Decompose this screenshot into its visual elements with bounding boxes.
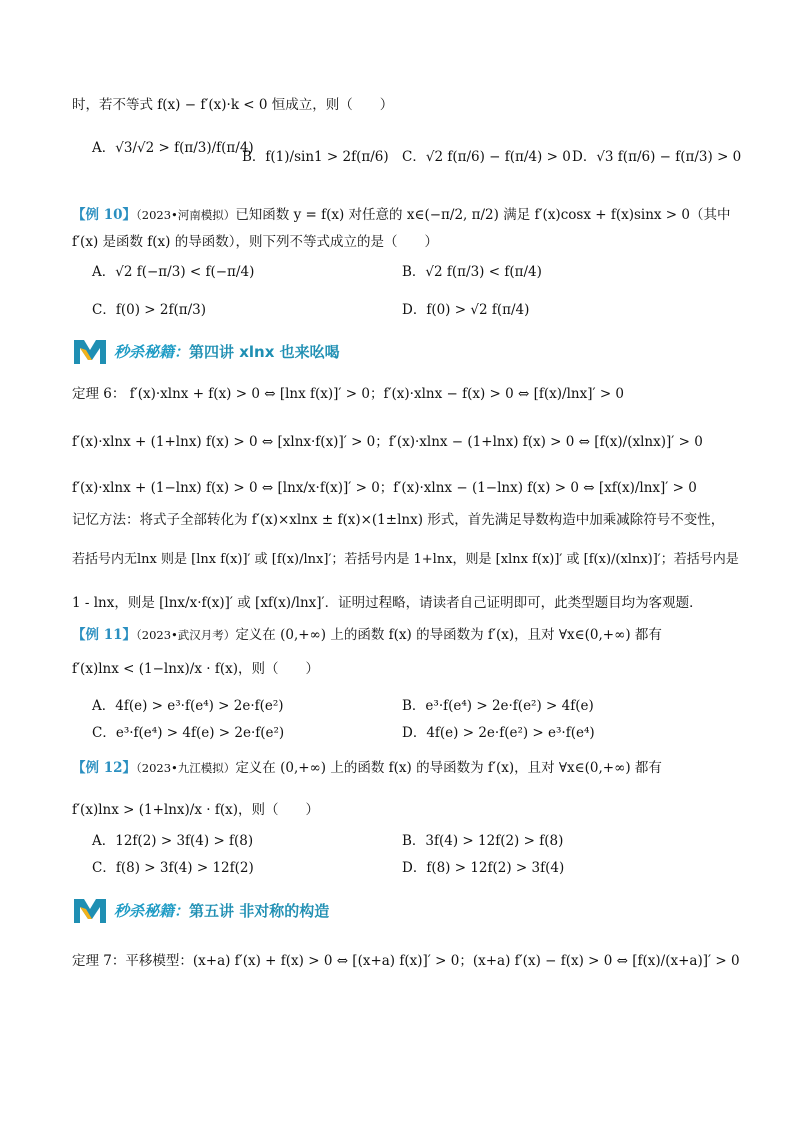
option-label: B． bbox=[242, 149, 266, 165]
option-text: √2 f(π/3) < f(π/4) bbox=[425, 264, 542, 280]
memo-line3: 1 - lnx，则是 [lnx/x·f(x)]′ 或 [xf(x)/lnx]′．证明过程略，请读者自己证明即可，此类型题目均为客观题． bbox=[72, 595, 703, 611]
example-source: （2023•河南模拟） bbox=[136, 208, 236, 222]
memo-line2: 若括号内无lnx 则是 [lnx f(x)]′ 或 [f(x)/lnx]′；若括号内是 1+lnx，则是 [xlnx f(x)]′ 或 [f(x)/(xlnx)]′；若括号内是 bbox=[72, 552, 739, 567]
option-label: C． bbox=[92, 725, 116, 741]
option-text: f(1)/sin1 > 2f(π/6) bbox=[265, 149, 389, 165]
ex11-option-a bbox=[92, 696, 284, 716]
theorem-6-line1: 定理 6： f′(x)·xlnx + f(x) > 0 ⇔ [lnx f(x)]′ > 0；f′(x)·xlnx − f(x) > 0 ⇔ [f(x)/lnx]′ > 0 bbox=[72, 386, 625, 402]
section-5-header bbox=[72, 893, 329, 927]
option-label: C． bbox=[402, 149, 426, 165]
option-text: e³·f(e⁴) > 2e·f(e²) > 4f(e) bbox=[425, 698, 594, 714]
option-text: 3f(4) > 12f(2) > f(8) bbox=[425, 833, 564, 849]
theorem-6-line2: f′(x)·xlnx + (1+lnx) f(x) > 0 ⇔ [xlnx·f(x)]′ > 0；f′(x)·xlnx − (1+lnx) f(x) > 0 ⇔ [f(x)/(xlnx)]′ > 0 bbox=[72, 434, 703, 450]
option-label: D． bbox=[402, 725, 427, 741]
option-text: 4f(e) > e³·f(e⁴) > 2e·f(e²) bbox=[115, 698, 284, 714]
question-tail: 时，若不等式 f(x) − f′(x)·k < 0 恒成立，则（ ） bbox=[72, 97, 394, 113]
example-text: 定义在 (0,+∞) 上的函数 f(x) 的导函数为 f′(x)，且对 ∀x∈(0,+∞) 都有 bbox=[235, 627, 662, 643]
option-label: A． bbox=[92, 140, 116, 156]
option-text: √2 f(−π/3) < f(−π/4) bbox=[115, 264, 255, 280]
option-text: f(0) > 2f(π/3) bbox=[115, 302, 206, 318]
example-12-line2: f′(x)lnx > (1+lnx)/x · f(x)，则（ ） bbox=[72, 802, 319, 818]
option-text: f(8) > 3f(4) > 12f(2) bbox=[115, 860, 254, 876]
example-10-line2: f′(x) 是函数 f(x) 的导函数），则下列不等式成立的是（ ） bbox=[72, 234, 438, 250]
option-c bbox=[402, 147, 571, 167]
option-label: A． bbox=[92, 264, 116, 280]
section-title bbox=[114, 341, 340, 362]
section-title-text: 第四讲 xlnx 也来吆喝 bbox=[189, 342, 340, 361]
example-source: （2023•九江模拟） bbox=[136, 761, 236, 775]
ex10-option-b bbox=[402, 262, 542, 282]
option-label: A． bbox=[92, 833, 116, 849]
example-10-line1 bbox=[72, 205, 731, 225]
memo-line1: 记忆方法：将式子全部转化为 f′(x)×xlnx ± f(x)×(1±lnx) 形式，首先满足导数构造中加乘减除符号不变性， bbox=[72, 512, 725, 528]
example-11-line2: f′(x)lnx < (1−lnx)/x · f(x)，则（ ） bbox=[72, 661, 319, 677]
section-brand: 秒杀秘籍： bbox=[114, 342, 190, 361]
option-label: D． bbox=[572, 149, 597, 165]
example-tag: 【例 10】 bbox=[72, 207, 136, 223]
example-tag: 【例 11】 bbox=[72, 627, 136, 643]
option-d bbox=[572, 147, 741, 167]
option-text: e³·f(e⁴) > 4f(e) > 2e·f(e²) bbox=[115, 725, 285, 741]
option-text: 12f(2) > 3f(4) > f(8) bbox=[115, 833, 254, 849]
ex10-option-d bbox=[402, 300, 529, 320]
example-text: 已知函数 y = f(x) 对任意的 x∈(−π/2, π/2) 满足 f′(x)cosx + f(x)sinx > 0（其中 bbox=[235, 207, 731, 223]
theorem-7: 定理 7：平移模型：(x+a) f′(x) + f(x) > 0 ⇔ [(x+a) f(x)]′ > 0；(x+a) f′(x) − f(x) > 0 ⇔ [f(x)/(x+a)]′ > 0 bbox=[72, 953, 740, 969]
option-label: D． bbox=[402, 860, 427, 876]
option-text: f(8) > 12f(2) > 3f(4) bbox=[426, 860, 565, 876]
example-12-line1 bbox=[72, 758, 722, 778]
option-text: √3 f(π/6) − f(π/3) > 0 bbox=[596, 149, 742, 165]
option-b bbox=[242, 147, 389, 167]
ex12-option-b bbox=[402, 831, 563, 851]
option-text: f(0) > √2 f(π/4) bbox=[426, 302, 530, 318]
section-brand: 秒杀秘籍： bbox=[114, 901, 190, 920]
option-label: D． bbox=[402, 302, 427, 318]
section-title bbox=[114, 900, 329, 921]
ex12-option-a bbox=[92, 831, 253, 851]
option-label: C． bbox=[92, 302, 116, 318]
ex11-option-c bbox=[92, 723, 284, 743]
ex10-option-c bbox=[92, 300, 206, 320]
option-text: 4f(e) > 2e·f(e²) > e³·f(e⁴) bbox=[426, 725, 595, 741]
example-source: （2023•武汉月考） bbox=[136, 628, 236, 642]
option-label: A． bbox=[92, 698, 116, 714]
ex12-option-c bbox=[92, 858, 254, 878]
option-label: B． bbox=[402, 833, 426, 849]
example-11-line1 bbox=[72, 625, 722, 645]
ex10-option-a bbox=[92, 262, 254, 282]
section-title-text: 第五讲 非对称的构造 bbox=[189, 901, 330, 920]
brand-logo-icon bbox=[72, 895, 108, 925]
section-4-header bbox=[72, 334, 340, 368]
ex11-option-b bbox=[402, 696, 594, 716]
theorem-6-line3: f′(x)·xlnx + (1−lnx) f(x) > 0 ⇔ [lnx/x·f(x)]′ > 0；f′(x)·xlnx − (1−lnx) f(x) > 0 ⇔ [xf(x)/lnx]′ > 0 bbox=[72, 480, 697, 496]
option-text: √2 f(π/6) − f(π/4) > 0 bbox=[425, 149, 571, 165]
option-label: C． bbox=[92, 860, 116, 876]
option-a bbox=[92, 138, 254, 158]
example-tag: 【例 12】 bbox=[72, 760, 136, 776]
option-label: B． bbox=[402, 698, 426, 714]
option-text: √3/√2 > f(π/3)/f(π/4) bbox=[115, 140, 254, 156]
option-label: B． bbox=[402, 264, 426, 280]
ex12-option-d bbox=[402, 858, 564, 878]
brand-logo-icon bbox=[72, 336, 108, 366]
example-text: 定义在 (0,+∞) 上的函数 f(x) 的导函数为 f′(x)，且对 ∀x∈(0,+∞) 都有 bbox=[235, 760, 662, 776]
ex11-option-d bbox=[402, 723, 595, 743]
